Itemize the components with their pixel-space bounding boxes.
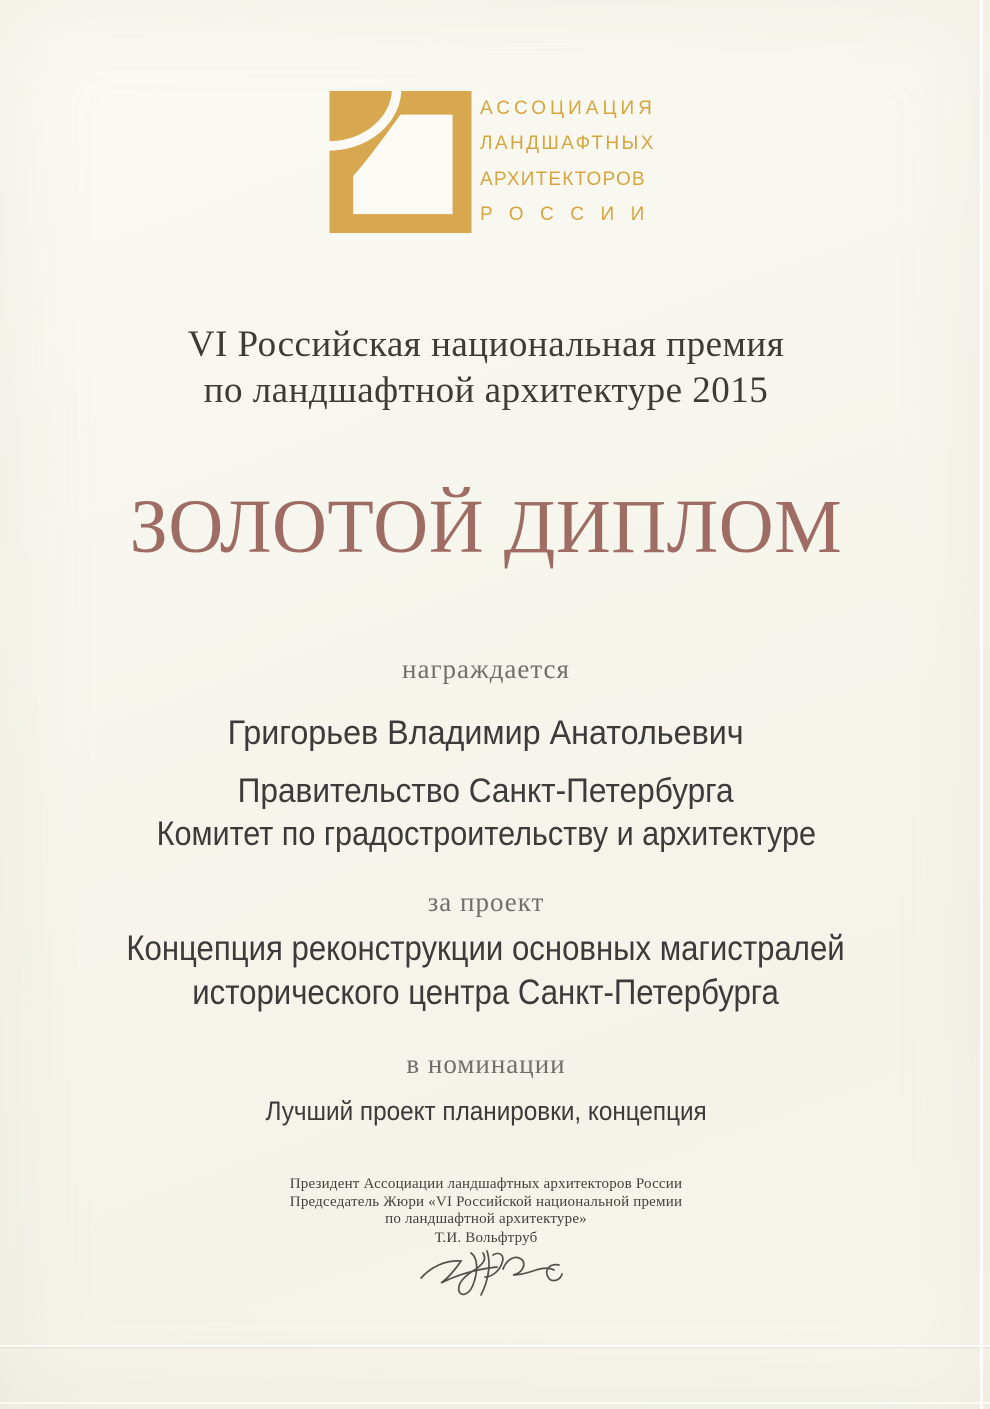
- association-logo-mark-icon: [329, 91, 472, 233]
- handwritten-signature-scribble: [419, 1247, 569, 1302]
- project-line2: [0, 971, 981, 1015]
- scan-edge-bottom: [0, 1402, 990, 1404]
- project-line1-text: Концепция реконструкции основных магистралей: [126, 929, 846, 968]
- signatory-block: [0, 1176, 981, 1247]
- signatory-title-line1: Президент Ассоциации ландшафтных архитекторов России: [289, 1176, 683, 1192]
- award-title: ЗОЛОТОЙ ДИПЛОМ: [129, 485, 843, 569]
- signatory-title-line2: Председатель Жюри «VI Российской национальной премии: [289, 1193, 683, 1210]
- nomination-label: в номинации: [406, 1049, 566, 1079]
- paper-edge-line: [0, 1345, 990, 1347]
- logo-caption-line: АРХИТЕКТОРОВ: [480, 168, 646, 190]
- signatory-title-line3: по ландшафтной архитектуре»: [385, 1211, 587, 1228]
- nomination-value: [0, 1096, 981, 1127]
- recipient-organization: [0, 770, 981, 856]
- prize-title-line2: по ландшафтной архитектуре 2015: [203, 370, 769, 411]
- association-logo: [329, 91, 666, 233]
- organization-line1: [0, 770, 981, 813]
- recipient-name-text: Григорьев Владимир Анатольевич: [227, 714, 745, 752]
- project-name: [0, 927, 981, 1015]
- logo-caption-line: АССОЦИАЦИЯ: [480, 98, 656, 119]
- organization-line2: [0, 813, 981, 856]
- scan-edge-right: [980, 0, 983, 1409]
- logo-caption-line: ЛАНДШАФТНЫХ: [480, 133, 656, 155]
- signatory-name: Т.И. Вольфтруб: [434, 1229, 538, 1246]
- recipient-name: [0, 714, 981, 753]
- organization-line2-text: Комитет по градостроительству и архитектуре: [156, 815, 816, 853]
- project-line1: [0, 927, 981, 971]
- organization-line1-text: Правительство Санкт-Петербурга: [238, 772, 734, 810]
- awarded-label: награждается: [402, 654, 570, 684]
- logo-caption-line: РОССИИ: [480, 203, 661, 225]
- association-logo-caption: [480, 91, 666, 226]
- prize-title-line1: VI Российская национальная премия: [187, 324, 785, 365]
- project-label: за проект: [427, 887, 545, 917]
- prize-title: [0, 322, 981, 414]
- nomination-value-text: Лучший проект планировки, концепция: [265, 1096, 707, 1126]
- project-line2-text: исторического центра Санкт-Петербурга: [192, 973, 780, 1012]
